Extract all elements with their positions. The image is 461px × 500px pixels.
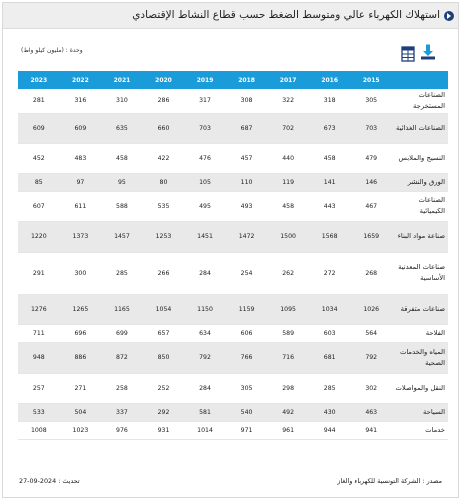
panel-header[interactable] [3, 3, 458, 29]
source-note: مصدر : الشركة التونسية للكهرباء والغاز [337, 477, 442, 485]
row-label: السياحة [392, 403, 448, 421]
row-label: الصناعات الكيميائية [392, 191, 448, 221]
table-cell: 322 [267, 89, 309, 113]
table-cell: 316 [60, 89, 102, 113]
table-cell: 1034 [309, 294, 351, 324]
table-cell: 948 [18, 342, 60, 373]
table-cell: 1568 [309, 221, 351, 252]
table-cell: 588 [101, 191, 143, 221]
table-row [18, 191, 448, 221]
table-cell: 635 [101, 113, 143, 143]
table-cell: 607 [18, 191, 60, 221]
table-cell: 703 [350, 113, 392, 143]
table-cell: 105 [184, 173, 226, 191]
table-cell: 493 [226, 191, 268, 221]
table-cell: 146 [350, 173, 392, 191]
table-cell: 479 [350, 143, 392, 173]
table-cell: 458 [309, 143, 351, 173]
table-cell: 495 [184, 191, 226, 221]
table-cell: 430 [309, 403, 351, 421]
table-row [18, 113, 448, 143]
table-cell: 268 [350, 252, 392, 294]
spreadsheet-icon[interactable] [399, 45, 417, 63]
data-table [18, 71, 448, 440]
table-cell: 254 [226, 252, 268, 294]
data-table-container [18, 71, 448, 440]
table-cell: 535 [143, 191, 185, 221]
table-cell: 872 [101, 342, 143, 373]
table-cell: 300 [60, 252, 102, 294]
table-cell: 611 [60, 191, 102, 221]
column-header-year[interactable]: 2023 [18, 71, 60, 89]
table-cell: 1159 [226, 294, 268, 324]
table-cell: 317 [184, 89, 226, 113]
table-row [18, 403, 448, 421]
table-cell: 440 [267, 143, 309, 173]
table-cell: 1026 [350, 294, 392, 324]
table-row [18, 324, 448, 342]
table-cell: 80 [143, 173, 185, 191]
column-header-year[interactable]: 2019 [184, 71, 226, 89]
table-cell: 271 [60, 373, 102, 403]
table-cell: 492 [267, 403, 309, 421]
table-cell: 310 [101, 89, 143, 113]
table-cell: 85 [18, 173, 60, 191]
table-cell: 302 [350, 373, 392, 403]
update-date: تحديث : 2024-09-27 [19, 477, 80, 485]
table-cell: 711 [18, 324, 60, 342]
table-cell: 476 [184, 143, 226, 173]
table-cell: 452 [18, 143, 60, 173]
row-label: النقل والمواصلات [392, 373, 448, 403]
table-cell: 941 [350, 421, 392, 439]
row-label: الصناعات الغذائية [392, 113, 448, 143]
table-cell: 285 [101, 252, 143, 294]
table-cell: 564 [350, 324, 392, 342]
row-label: المياه والخدمات الصحية [392, 342, 448, 373]
table-row [18, 143, 448, 173]
table-cell: 976 [101, 421, 143, 439]
row-label: الصناعات المستخرجة [392, 89, 448, 113]
table-cell: 291 [18, 252, 60, 294]
unit-label: وحدة : (مليون كيلو واط) [21, 47, 83, 54]
table-cell: 1150 [184, 294, 226, 324]
table-cell: 443 [309, 191, 351, 221]
table-cell: 681 [309, 342, 351, 373]
table-cell: 696 [60, 324, 102, 342]
table-cell: 305 [350, 89, 392, 113]
widget-panel [2, 2, 459, 498]
table-cell: 886 [60, 342, 102, 373]
table-cell: 95 [101, 173, 143, 191]
table-cell: 1500 [267, 221, 309, 252]
table-cell: 1054 [143, 294, 185, 324]
table-cell: 286 [143, 89, 185, 113]
table-cell: 258 [101, 373, 143, 403]
table-cell: 141 [309, 173, 351, 191]
table-cell: 337 [101, 403, 143, 421]
header-corner [392, 71, 448, 89]
row-label: صناعة مواد البناء [392, 221, 448, 252]
download-icon[interactable] [419, 43, 437, 61]
table-cell: 850 [143, 342, 185, 373]
table-cell: 606 [226, 324, 268, 342]
column-header-year[interactable]: 2018 [226, 71, 268, 89]
table-cell: 262 [267, 252, 309, 294]
table-cell: 1265 [60, 294, 102, 324]
table-cell: 285 [309, 373, 351, 403]
table-cell: 318 [309, 89, 351, 113]
table-cell: 1220 [18, 221, 60, 252]
column-header-year[interactable]: 2016 [309, 71, 351, 89]
table-cell: 266 [143, 252, 185, 294]
table-cell: 609 [60, 113, 102, 143]
table-cell: 1472 [226, 221, 268, 252]
table-row [18, 89, 448, 113]
table-cell: 308 [226, 89, 268, 113]
table-cell: 483 [60, 143, 102, 173]
column-header-year[interactable]: 2022 [60, 71, 102, 89]
table-cell: 931 [143, 421, 185, 439]
table-cell: 97 [60, 173, 102, 191]
table-row [18, 252, 448, 294]
table-cell: 716 [267, 342, 309, 373]
table-cell: 702 [267, 113, 309, 143]
table-cell: 660 [143, 113, 185, 143]
table-cell: 1253 [143, 221, 185, 252]
table-cell: 603 [309, 324, 351, 342]
table-cell: 458 [101, 143, 143, 173]
table-cell: 673 [309, 113, 351, 143]
panel-title: استهلاك الكهرباء عالي ومتوسط الضغط حسب قطاع النشاط الإقتصادي [132, 9, 440, 21]
collapse-icon[interactable] [444, 11, 454, 21]
table-row [18, 294, 448, 324]
table-cell: 609 [18, 113, 60, 143]
table-cell: 298 [267, 373, 309, 403]
table-cell: 1373 [60, 221, 102, 252]
table-cell: 1276 [18, 294, 60, 324]
row-label: صناعات متفرقة [392, 294, 448, 324]
table-row [18, 342, 448, 373]
table-cell: 589 [267, 324, 309, 342]
table-cell: 1095 [267, 294, 309, 324]
row-label: خدمات [392, 421, 448, 439]
table-cell: 944 [309, 421, 351, 439]
table-cell: 281 [18, 89, 60, 113]
row-label: الفلاحة [392, 324, 448, 342]
table-cell: 463 [350, 403, 392, 421]
table-cell: 284 [184, 252, 226, 294]
table-cell: 961 [267, 421, 309, 439]
column-header-year[interactable]: 2017 [267, 71, 309, 89]
table-cell: 292 [143, 403, 185, 421]
table-cell: 119 [267, 173, 309, 191]
table-row [18, 221, 448, 252]
table-cell: 257 [18, 373, 60, 403]
table-cell: 467 [350, 191, 392, 221]
table-header-row [18, 71, 448, 89]
table-cell: 458 [267, 191, 309, 221]
table-cell: 457 [226, 143, 268, 173]
table-cell: 971 [226, 421, 268, 439]
table-cell: 1659 [350, 221, 392, 252]
table-cell: 110 [226, 173, 268, 191]
column-header-year[interactable]: 2021 [101, 71, 143, 89]
table-cell: 1457 [101, 221, 143, 252]
table-cell: 272 [309, 252, 351, 294]
table-cell: 1451 [184, 221, 226, 252]
row-label: النسيج والملابس [392, 143, 448, 173]
row-label: صناعات المعدنية الأساسية [392, 252, 448, 294]
table-cell: 252 [143, 373, 185, 403]
table-cell: 792 [184, 342, 226, 373]
table-cell: 1014 [184, 421, 226, 439]
column-header-year[interactable]: 2015 [350, 71, 392, 89]
table-cell: 1023 [60, 421, 102, 439]
table-row [18, 373, 448, 403]
column-header-year[interactable]: 2020 [143, 71, 185, 89]
table-cell: 284 [184, 373, 226, 403]
table-cell: 533 [18, 403, 60, 421]
table-cell: 687 [226, 113, 268, 143]
row-label: الورق والنشر [392, 173, 448, 191]
table-row [18, 173, 448, 191]
table-cell: 540 [226, 403, 268, 421]
table-cell: 792 [350, 342, 392, 373]
table-cell: 422 [143, 143, 185, 173]
table-cell: 305 [226, 373, 268, 403]
table-cell: 699 [101, 324, 143, 342]
table-cell: 504 [60, 403, 102, 421]
table-cell: 634 [184, 324, 226, 342]
table-cell: 703 [184, 113, 226, 143]
table-row [18, 421, 448, 439]
table-cell: 581 [184, 403, 226, 421]
table-cell: 766 [226, 342, 268, 373]
table-cell: 657 [143, 324, 185, 342]
table-cell: 1008 [18, 421, 60, 439]
table-cell: 1165 [101, 294, 143, 324]
